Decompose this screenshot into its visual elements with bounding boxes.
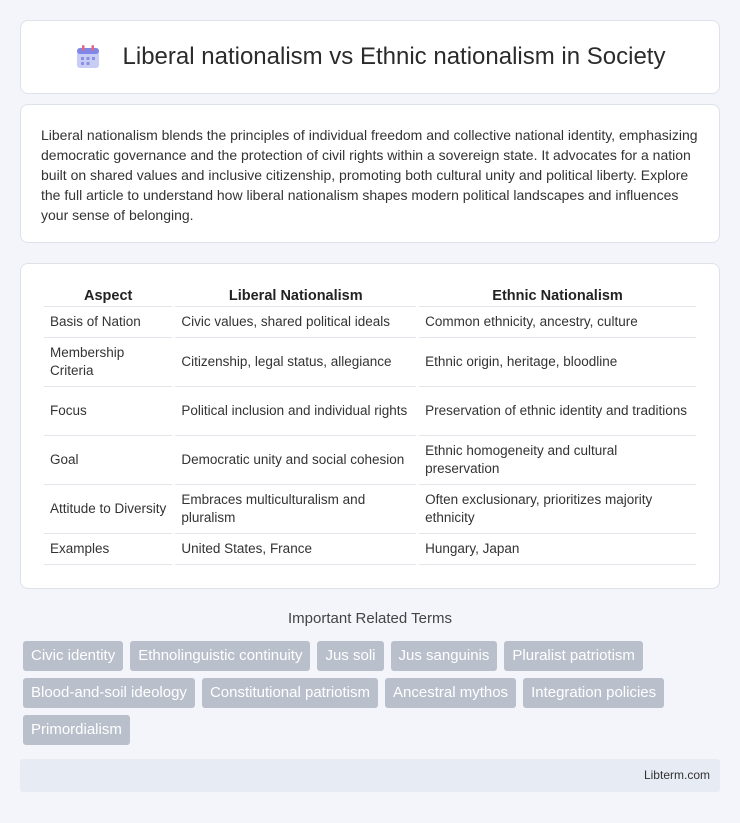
related-term-tag[interactable]: Jus sanguinis (391, 641, 498, 671)
table-row (44, 485, 696, 534)
column-header-liberal: Liberal Nationalism (175, 284, 416, 307)
table-cell: United States, France (175, 534, 416, 565)
table-cell: Hungary, Japan (419, 534, 696, 565)
table-cell: Examples (44, 534, 172, 565)
related-term-tag[interactable]: Blood-and-soil ideology (23, 678, 195, 708)
related-term-tag[interactable]: Jus soli (317, 641, 383, 671)
related-term-tag[interactable]: Ancestral mythos (385, 678, 516, 708)
table-cell: Often exclusionary, prioritizes majority ethnicity (419, 485, 696, 534)
related-terms-list (23, 641, 723, 745)
table-row (44, 436, 696, 485)
footer (20, 759, 720, 792)
footer-site-link[interactable]: Libterm.com (643, 768, 710, 782)
intro-card (20, 104, 720, 243)
table-cell: Focus (44, 387, 172, 436)
table-cell: Ethnic origin, heritage, bloodline (419, 338, 696, 387)
comparison-card (20, 263, 720, 589)
comparison-table (41, 284, 699, 565)
calendar-icon (75, 44, 101, 70)
table-cell: Democratic unity and social cohesion (175, 436, 416, 485)
table-cell: Embraces multiculturalism and pluralism (175, 485, 416, 534)
table-row (44, 307, 696, 338)
table-cell: Political inclusion and individual rights (175, 387, 416, 436)
related-term-tag[interactable]: Pluralist patriotism (504, 641, 643, 671)
related-term-tag[interactable]: Primordialism (23, 715, 130, 745)
table-header-row (44, 284, 696, 307)
title-card (20, 20, 720, 94)
related-term-tag[interactable]: Integration policies (523, 678, 664, 708)
table-cell: Basis of Nation (44, 307, 172, 338)
related-terms-title: Important Related Terms (288, 610, 452, 627)
table-row (44, 534, 696, 565)
table-cell: Common ethnicity, ancestry, culture (419, 307, 696, 338)
page-title: Liberal nationalism vs Ethnic nationalism in Society (122, 43, 666, 70)
table-cell: Goal (44, 436, 172, 485)
table-row (44, 387, 696, 436)
table-cell: Preservation of ethnic identity and traditions (419, 387, 696, 436)
table-row (44, 338, 696, 387)
table-cell: Attitude to Diversity (44, 485, 172, 534)
column-header-ethnic: Ethnic Nationalism (419, 284, 696, 307)
column-header-aspect: Aspect (44, 284, 172, 307)
table-cell: Ethnic homogeneity and cultural preservation (419, 436, 696, 485)
table-cell: Membership Criteria (44, 338, 172, 387)
related-term-tag[interactable]: Constitutional patriotism (202, 678, 378, 708)
related-term-tag[interactable]: Ethnolinguistic continuity (130, 641, 310, 671)
table-cell: Citizenship, legal status, allegiance (175, 338, 416, 387)
related-term-tag[interactable]: Civic identity (23, 641, 123, 671)
table-cell: Civic values, shared political ideals (175, 307, 416, 338)
intro-text: Liberal nationalism blends the principles of individual freedom and collective national identity, emphasizing democratic governance and the protection of civil rights within a sovereign state. It advocates for a nation built on shared values and inclusive citizenship, promoting both cultural unity and political liberty. Explore the full article to understand how liberal nationalism shapes modern political landscapes and influences your sense of belonging. (41, 127, 698, 223)
